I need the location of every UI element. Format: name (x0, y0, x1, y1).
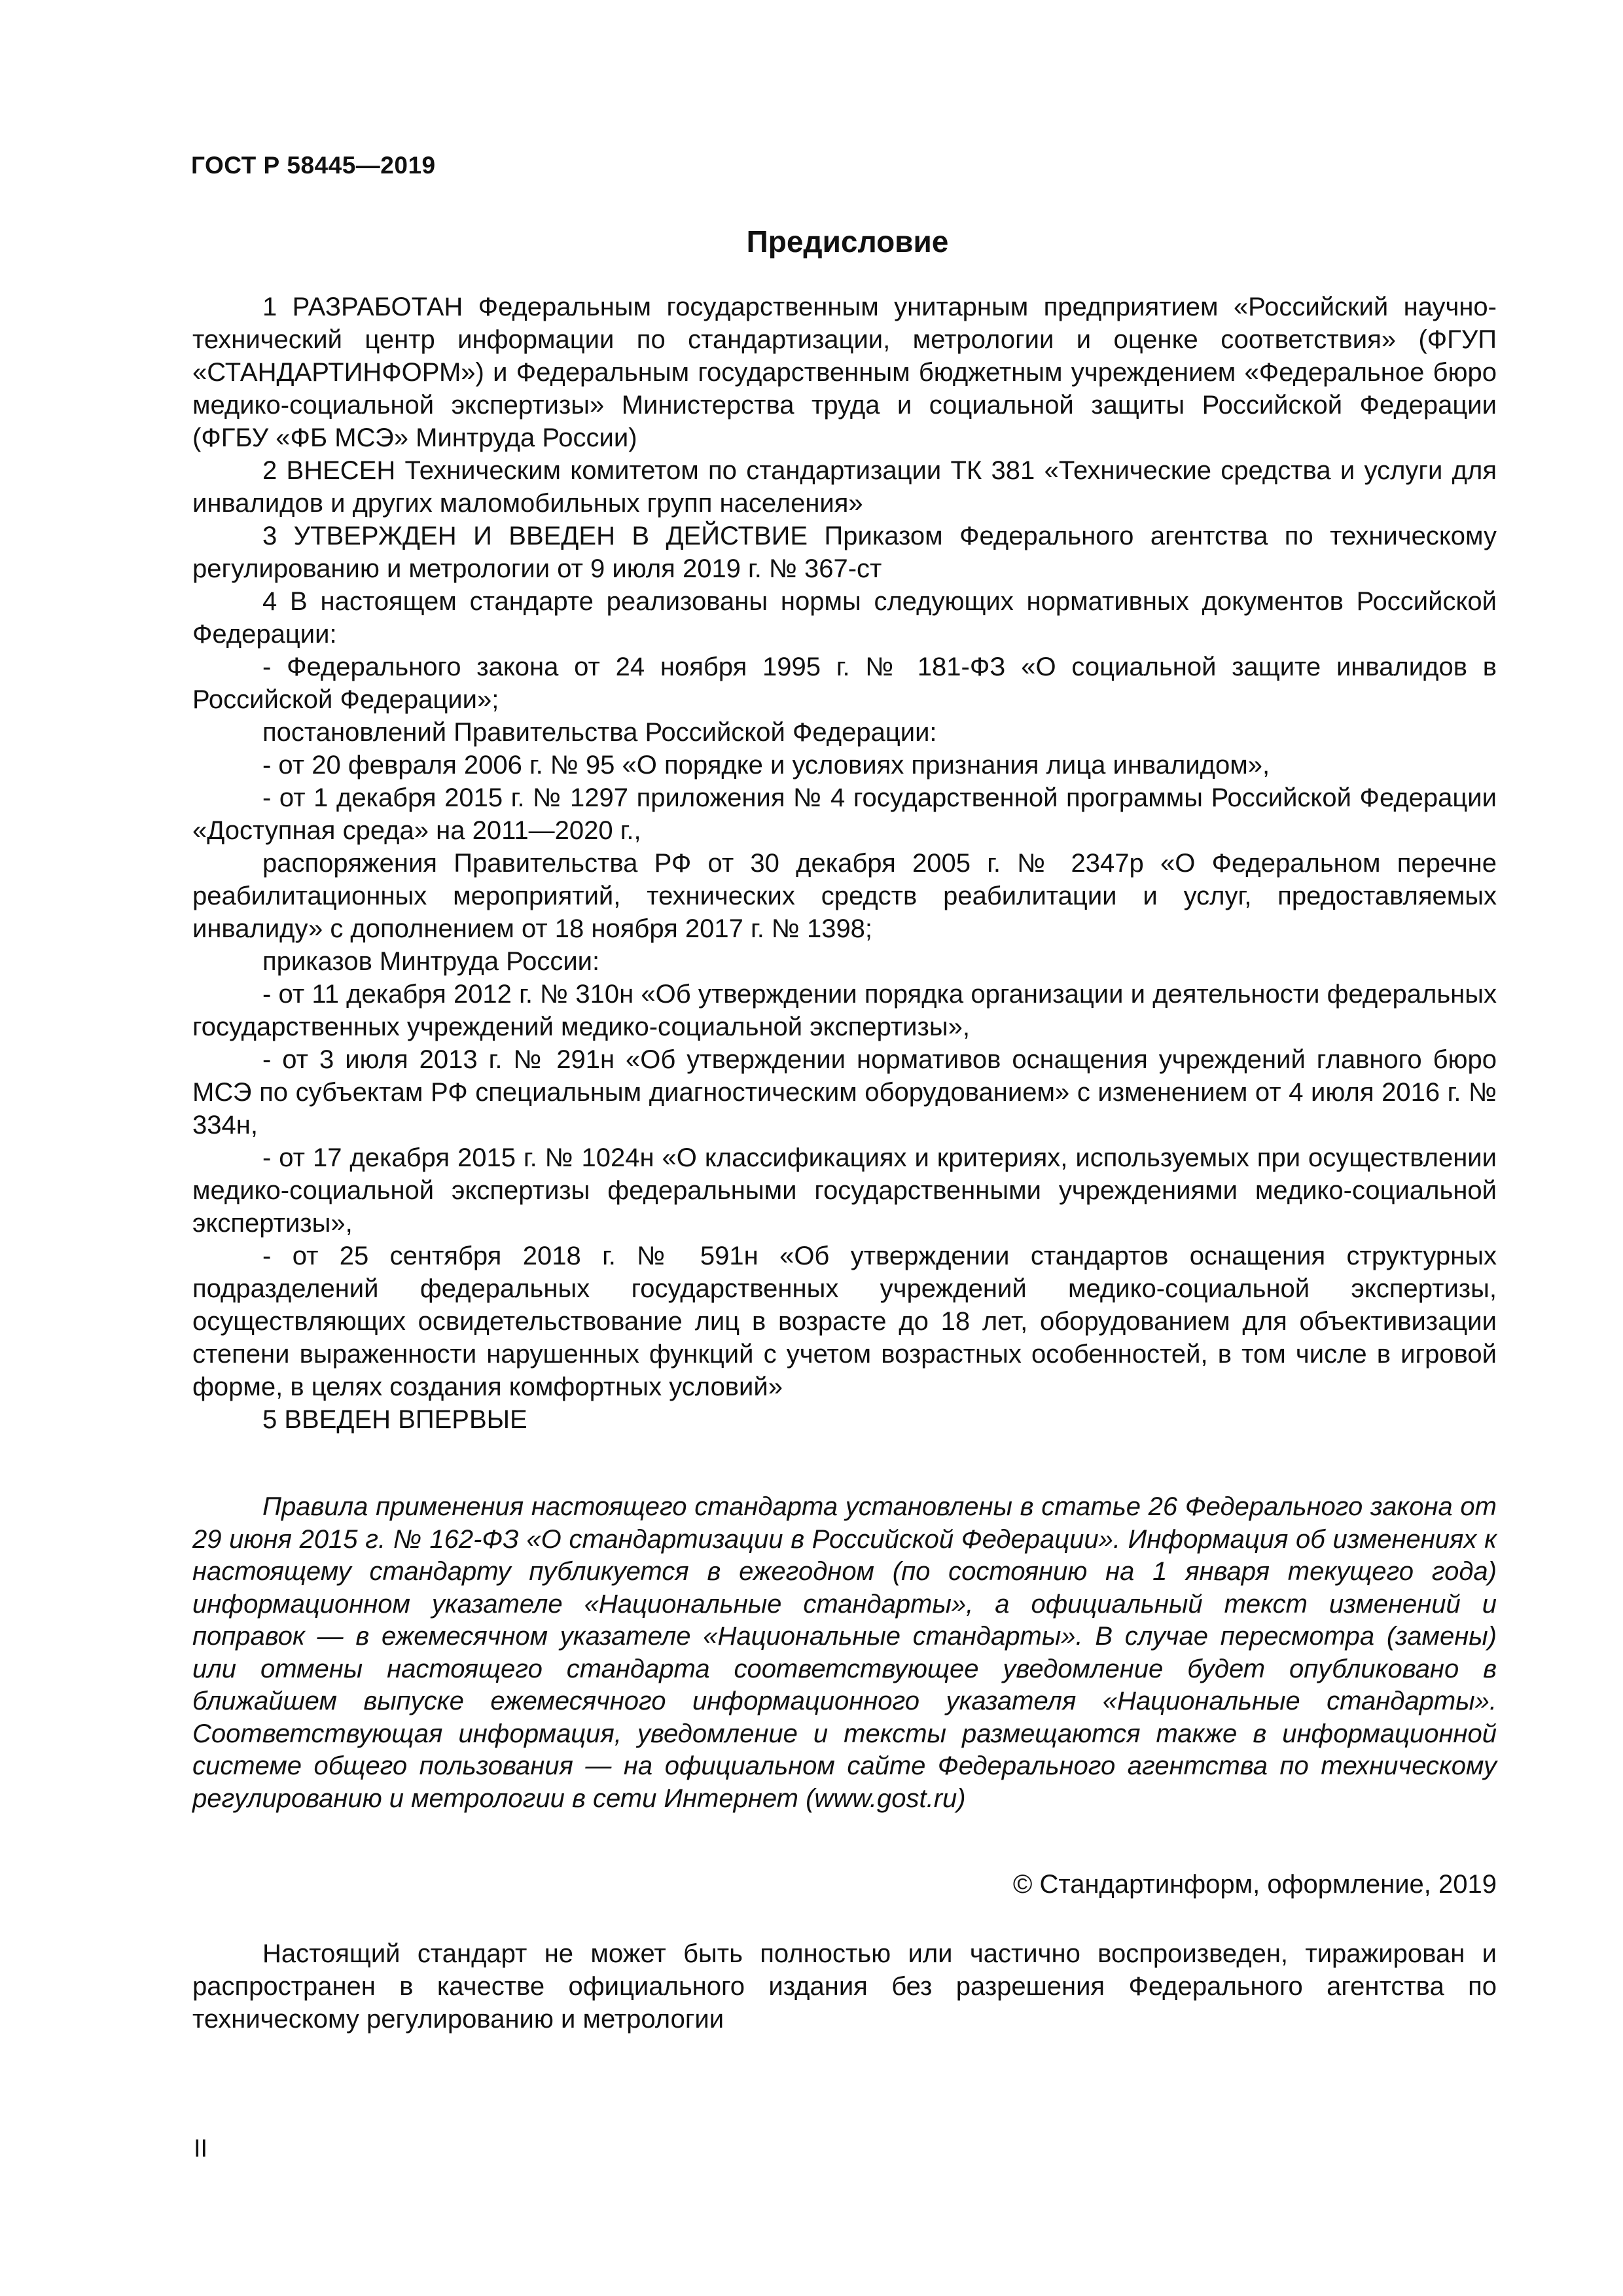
paragraph-approved: 3 УТВЕРЖДЕН И ВВЕДЕН В ДЕЙСТВИЕ Приказом Федерального агентства по техническому регулированию и метрологии от 9 июля 2019 г. № 367-ст (192, 522, 1497, 583)
page-title: Предисловие (746, 224, 949, 259)
paragraph-developed: 1 РАЗРАБОТАН Федеральным государственным унитарным предприятием «Российский научно-технический центр информации по стандартизации, метрологии и оценке соответствия» (ФГУП «СТАНДАРТИНФОРМ») и Федеральным государственным бюджетным учреждением «Федеральное бюро медико-социальной экспертизы» Министерства труда и социальной защиты Российской Федерации (ФГБУ «ФБ МСЭ» Минтруда России) (192, 293, 1497, 452)
list-item: - Федерального закона от 24 ноября 1995 г. № 181-ФЗ «О социальной защите инвалидов в Российской Федерации»; (192, 653, 1497, 714)
list-heading: постановлений Правительства Российской Федерации: (262, 718, 937, 747)
list-item: - от 11 декабря 2012 г. № 310н «Об утверждении порядка организации и деятельности федеральных государственных учреждений медико-социальной экспертизы», (192, 980, 1497, 1041)
standard-code-header: ГОСТ Р 58445—2019 (191, 152, 436, 179)
reprint-restriction-notice: Настоящий стандарт не может быть полностью или частично воспроизведен, тиражирован и распространен в качестве официального издания без разрешения Федерального агентства по техническому регулированию и метрологии (192, 1939, 1497, 2034)
copyright-line: © Стандартинформ, оформление, 2019 (1012, 1870, 1497, 1899)
application-rules-notice: Правила применения настоящего стандарта установлены в статье 26 Федерального закона от 29 июня 2015 г. № 162-ФЗ «О стандартизации в Российской Федерации». Информация об изменениях к настоящему стандарту публикуется в ежегодном (по состоянию на 1 января текущего года) информационном указателе «Национальные стандарты», а официальный текст изменений и поправок — в ежемесячном указателе «Национальные стандарты». В случае пересмотра (замены) или отмены настоящего стандарта соответствующее уведомление будет опубликовано в ближайшем выпуске ежемесячного информационного указателя «Национальные стандарты». Соответствующая информация, уведомление и тексты размещаются также в информационной системе общего пользования — на официальном сайте Федерального агентства по техническому регулированию и метрологии в сети Интернет (www.gost.ru) (192, 1492, 1497, 1813)
paragraph-introduced-first: 5 ВВЕДЕН ВПЕРВЫЕ (262, 1405, 527, 1434)
list-heading: приказов Минтруда России: (262, 947, 600, 976)
list-item: - от 3 июля 2013 г. № 291н «Об утверждении нормативов оснащения учреждений главного бюро МСЭ по субъектам РФ специальным диагностическим оборудованием» с изменением от 4 июля 2016 г. № 334н, (192, 1045, 1497, 1139)
list-item: - от 1 декабря 2015 г. № 1297 приложения № 4 государственной программы Российской Федерации «Доступная среда» на 2011—2020 г., (192, 783, 1497, 845)
list-item: - от 20 февраля 2006 г. № 95 «О порядке и условиях признания лица инвалидом», (262, 751, 1270, 780)
list-item: - от 25 сентября 2018 г. № 591н «Об утверждении стандартов оснащения структурных подразделений федеральных государственных учреждений медико-социальной экспертизы, осуществляющих освидетельствование лиц в возрасте до 18 лет, оборудованием для объективизации степени выраженности нарушенных функций с учетом возрастных особенностей, в том числе в игровой форме, в целях создания комфортных условий» (192, 1242, 1497, 1401)
paragraph-submitted: 2 ВНЕСЕН Техническим комитетом по стандартизации ТК 381 «Технические средства и услуги для инвалидов и других маломобильных групп населения» (192, 456, 1497, 518)
page-number: II (194, 2135, 208, 2162)
foreword-body (192, 291, 1497, 1436)
paragraph-norms-intro: 4 В настоящем стандарте реализованы нормы следующих нормативных документов Российской Федерации: (192, 587, 1497, 649)
list-item: - от 17 декабря 2015 г. № 1024н «О классификациях и критериях, используемых при осуществлении медико-социальной экспертизы федеральными государственными учреждениями медико-социальной экспертизы», (192, 1143, 1497, 1238)
list-item: распоряжения Правительства РФ от 30 декабря 2005 г. № 2347р «О Федеральном перечне реабилитационных мероприятий, технических средств реабилитации и услуг, предоставляемых инвалиду» с дополнением от 18 ноября 2017 г. № 1398; (192, 849, 1497, 943)
